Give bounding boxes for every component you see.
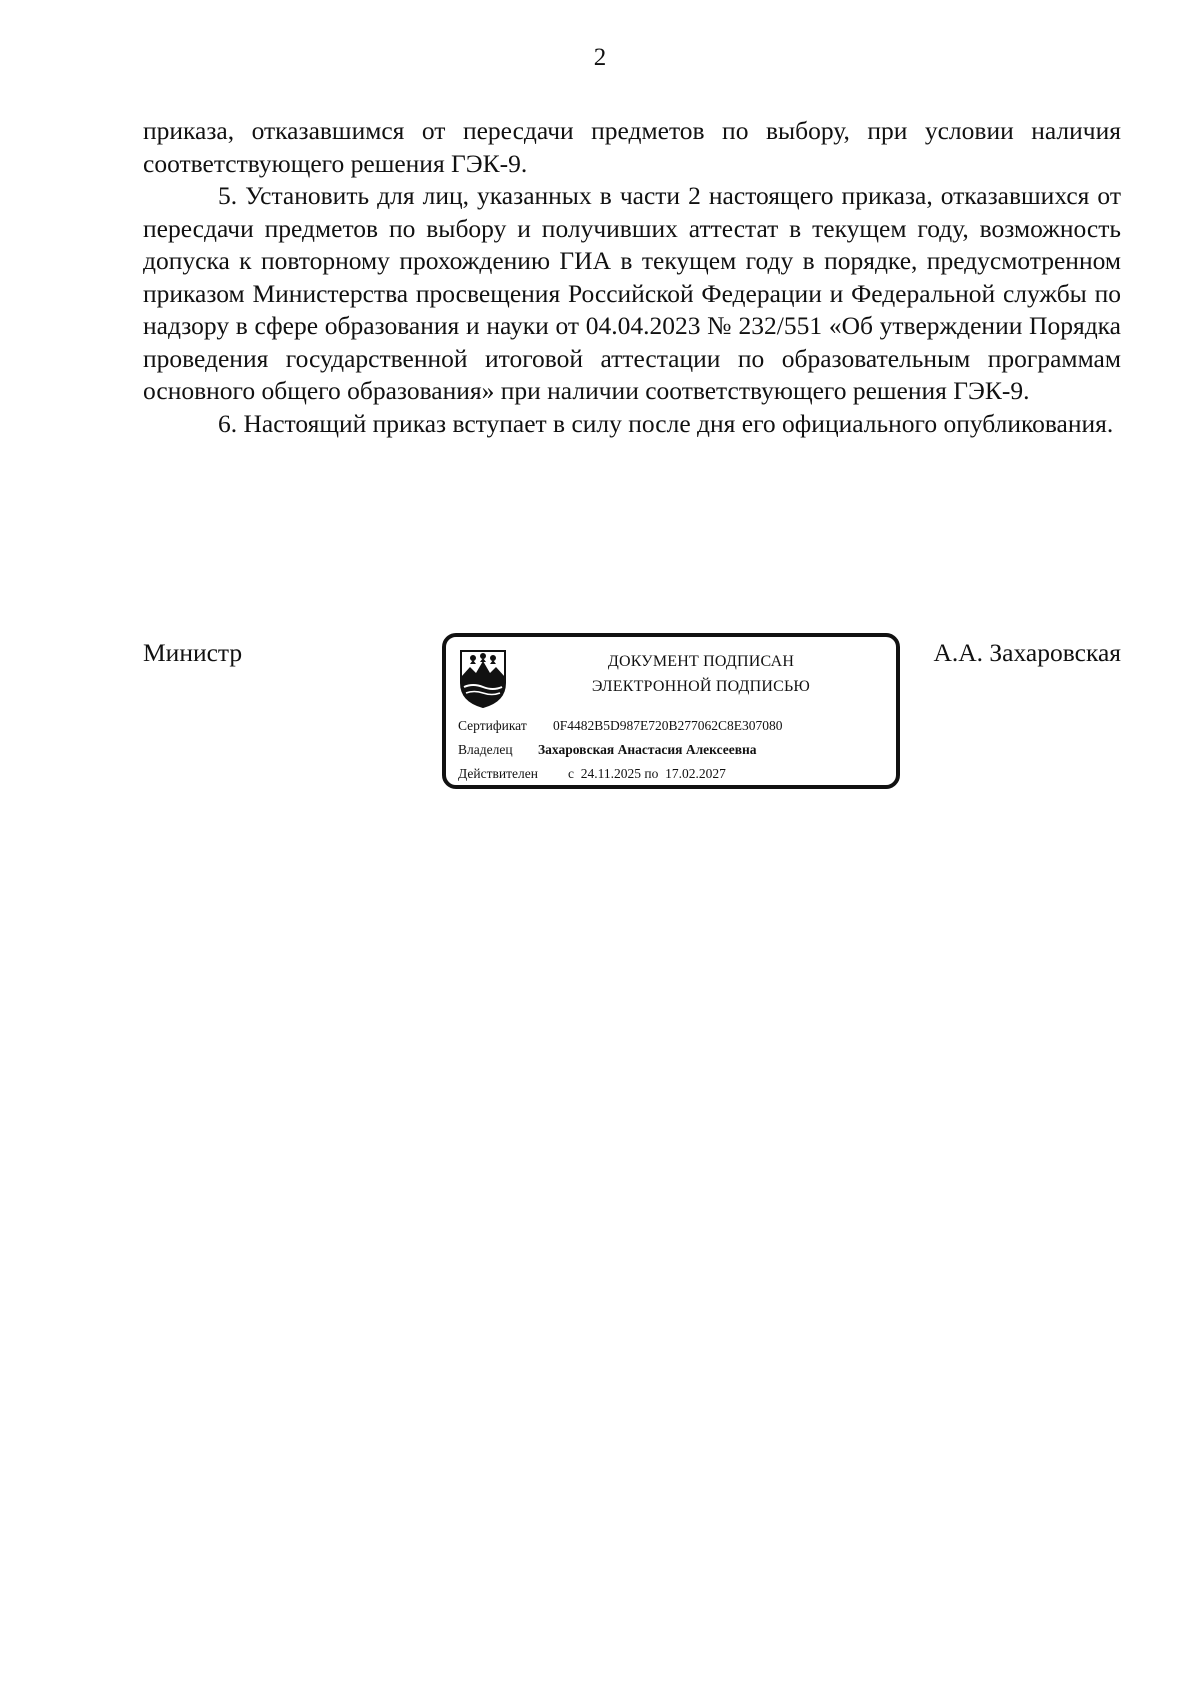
paragraph-item-6: 6. Настоящий приказ вступает в силу после дня его официального опубликования. <box>218 408 1114 438</box>
validity-row <box>458 766 726 782</box>
validity-value: с 24.11.2025 по 17.02.2027 <box>568 766 726 781</box>
stamp-heading-line1: ДОКУМЕНТ ПОДПИСАН <box>607 653 795 670</box>
signatory-title: Министр <box>143 638 243 667</box>
certificate-label: Сертификат <box>458 718 527 733</box>
owner-value: Захаровская Анастасия Алексеевна <box>538 742 757 757</box>
owner-label: Владелец <box>458 742 513 757</box>
stamp-heading-line2: ЭЛЕКТРОННОЙ ПОДПИСЬЮ <box>591 678 811 695</box>
owner-row <box>458 742 757 758</box>
signatory-name: А.А. Захаровская <box>933 638 1121 667</box>
electronic-signature-stamp <box>442 633 900 789</box>
document-body <box>143 115 1121 440</box>
page-number: 2 <box>593 44 607 71</box>
validity-label: Действителен <box>458 766 538 781</box>
certificate-value: 0F4482B5D987E720B277062C8E307080 <box>553 718 783 733</box>
certificate-row <box>458 718 783 734</box>
signature-block <box>143 633 1121 803</box>
paragraph-item-5: 5. Установить для лиц, указанных в части 2 настоящего приказа, отказавшихся от пересдачи предметов по выбору и получивших аттестат в текущем году, возможность допуска к повторному прохождению ГИА в текущем году в порядке, предусмотренном приказом Министерства просвещения Российской Федерации и Федеральной службы по надзору в сфере образования и науки от 04.04.2023 № 232/551 «Об утверждении Порядка проведения государственной итоговой аттестации по образовательным программам основного общего образования» при наличии соответствующего решения ГЭК-9. <box>143 181 1121 405</box>
paragraph-continuation: приказа, отказавшимся от пересдачи предметов по выбору, при условии наличия соответствующего решения ГЭК-9. <box>143 116 1121 178</box>
coat-of-arms-icon <box>458 647 508 709</box>
